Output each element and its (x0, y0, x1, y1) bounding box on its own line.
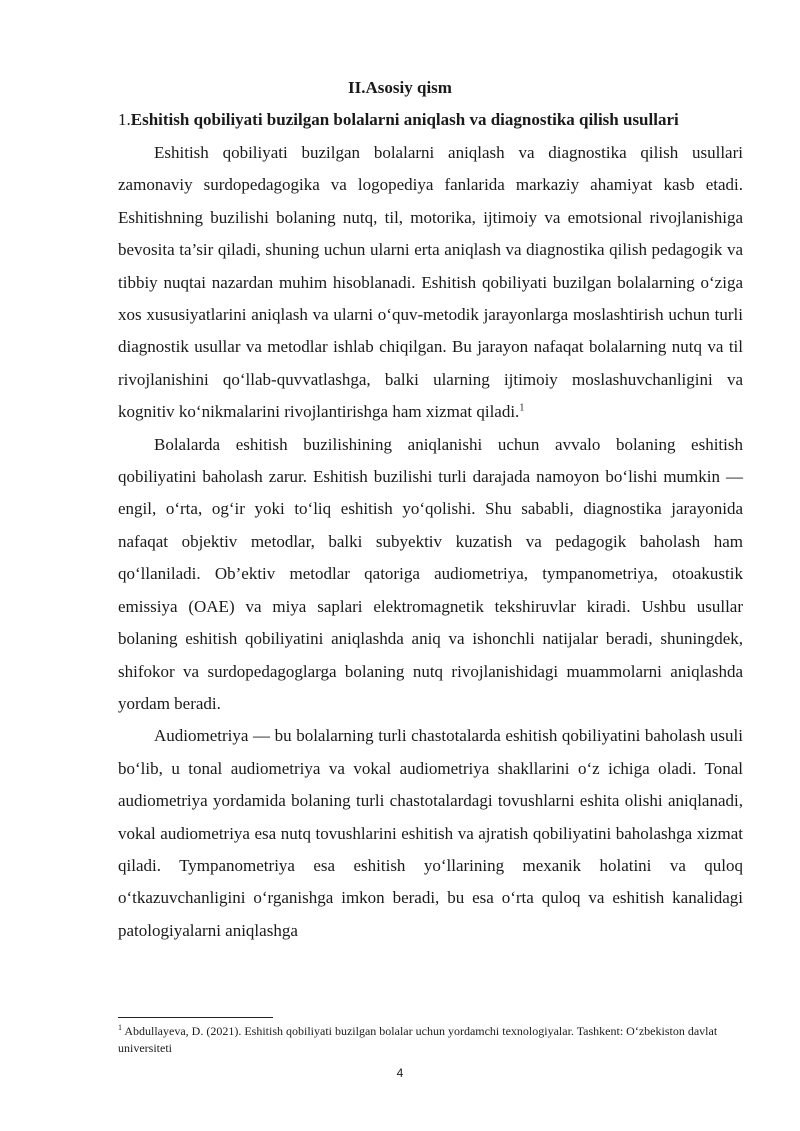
paragraph-2 (118, 429, 743, 721)
subsection-heading (118, 110, 758, 130)
body-text (118, 137, 743, 947)
footnote-reference[interactable]: 1 (519, 402, 525, 414)
subsection-title: Eshitish qobiliyati buzilgan bolalarni aniqlash va diagnostika qilish usullari (130, 110, 679, 129)
page-number: 4 (396, 1066, 404, 1080)
subsection-number: 1. (118, 110, 131, 129)
paragraph-2-text: Bolalarda eshitish buzilishining aniqlanishi uchun avvalo bolaning eshitish qobiliyatini baholash zarur. Eshitish buzilishi turli darajada namoyon bo‘lishi mumkin — engil, o‘rta, og‘ir yoki to‘liq eshitish yo‘qolishi. Shu sababli, diagnostika jarayonida nafaqat objektiv metodlar, balki subyektiv kuzatish va pedagogik baholash ham qo‘llaniladi. Ob’ektiv metodlar qatoriga audiometriya, tympanometriya, otoakustik emissiya (OAE) va miya saplari elektromagnetik tekshiruvlar kiradi. Ushbu usullar bolaning eshitish qobiliyatini aniqlashda aniq va ishonchli natijalar beradi, shuningdek, shifokor va surdopedagoglarga bolaning nutq rivojlanishidagi muammolarni aniqlashda yordam beradi. (118, 434, 743, 713)
footnote-text: Abdullayeva, D. (2021). Eshitish qobiliyati buzilgan bolalar uchun yordamchi texnologiyalar. Tashkent: O‘zbekiston davlat universiteti (118, 1024, 718, 1055)
footnote-marker: 1 (118, 1023, 122, 1032)
paragraph-3-text: Audiometriya — bu bolalarning turli chastotalarda eshitish qobiliyatini baholash usuli bo‘lib, u tonal audiometriya va vokal audiometriya shakllarini o‘z ichiga oladi. Tonal audiometriya yordamida bolaning turli chastotalardagi tovushlarni eshita olishi aniqlanadi, vokal audiometriya esa nutq tovushlarini eshitish va ajratish qobiliyatini baholashga xizmat qiladi. Tympanometriya esa eshitish yo‘llarining mexanik holatini va quloq o‘tkazuvchanligini o‘rganishga imkon beradi, bu esa o‘rta quloq va eshitish kanalidagi patologiyalarni aniqlashga (118, 726, 743, 940)
paragraph-1 (118, 137, 743, 429)
section-title: II.Asosiy qism (348, 78, 452, 97)
footnote-separator (118, 1017, 273, 1018)
paragraph-1-text: Eshitish qobiliyati buzilgan bolalarni aniqlash va diagnostika qilish usullari zamonaviy surdopedagogika va logopediya fanlarida markaziy ahamiyat kasb etadi. Eshitishning buzilishi bolaning nutq, til, motorika, ijtimoiy va emotsional rivojlanishiga bevosita ta’sir qiladi, shuning uchun ularni erta aniqlash va diagnostika qilish pedagogik va tibbiy nuqtai nazardan muhim hisoblanadi. Eshitish qobiliyati buzilgan bolalarning o‘ziga xos xususiyatlarini aniqlash va ularni o‘quv-metodik jarayonlarga moslashtirish uchun turli diagnostik usullar va metodlar ishlab chiqilgan. Bu jarayon nafaqat bolalarning nutq va til rivojlanishini qo‘llab-quvvatlashga, balki ularning ijtimoiy moslashuvchanligini va kognitiv ko‘nikmalarini rivojlantirishga ham xizmat qiladi. (118, 143, 743, 422)
paragraph-3 (118, 720, 743, 947)
footnote (118, 1023, 738, 1057)
